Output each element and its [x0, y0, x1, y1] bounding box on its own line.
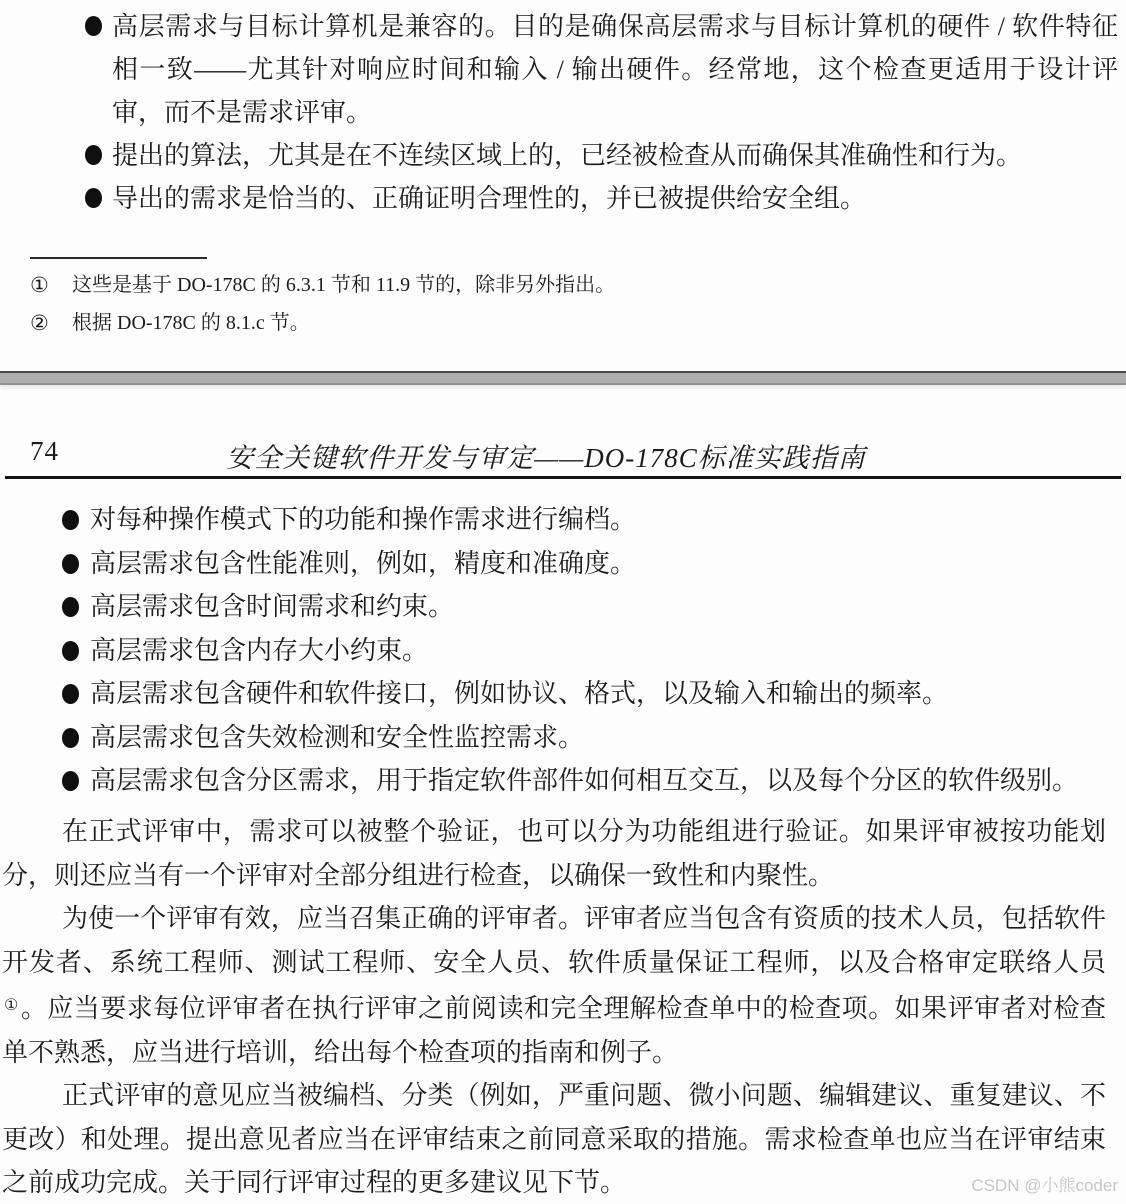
- footnote-text: 根据 DO-178C 的 8.1.c 节。: [72, 312, 310, 334]
- bullet-icon: [62, 728, 79, 748]
- bullet-text: 高层需求包含时间需求和约束。: [90, 592, 455, 621]
- page-divider: [0, 371, 1126, 385]
- footnote: [0, 304, 1106, 342]
- paragraph: [2, 897, 1106, 1074]
- bullet-item: [0, 177, 1118, 220]
- bullet-icon: [62, 684, 79, 704]
- bullet-icon: [62, 554, 79, 574]
- bullet-icon: [62, 771, 79, 791]
- body-text: [2, 810, 1106, 1204]
- paragraph: 在正式评审中，需求可以被整个验证，也可以分为功能组进行验证。如果评审被按功能划分，则还应当有一个评审对全部分组进行检查，以确保一致性和内聚性。: [2, 817, 1106, 890]
- bullet-icon: [62, 597, 79, 617]
- footnote-text: 这些是基于 DO-178C 的 6.3.1 节和 11.9 节的，除非另外指出。: [72, 274, 616, 296]
- header-rule: [5, 476, 1121, 479]
- watermark: CSDN @小熊coder: [971, 1176, 1118, 1195]
- bullet-item: [0, 5, 1118, 134]
- bullet-text: 高层需求包含性能准则，例如，精度和准确度。: [90, 548, 637, 578]
- paragraph-text: 为使一个评审有效，应当召集正确的评审者。评审者应当包含有资质的技术人员，包括软件开发者、系统工程师、测试工程师、安全人员、软件质量保证工程师，以及合格审定联络人员: [2, 904, 1106, 977]
- footnote-list: [0, 266, 1106, 342]
- bullet-text: 高层需求包含分区需求，用于指定软件部件如何相互交互，以及每个分区的软件级别。: [90, 766, 1079, 795]
- running-title: 安全关键软件开发与审定——DO-178C标准实践指南: [226, 443, 866, 473]
- footnote-ref: ①: [4, 997, 19, 1014]
- bullet-text: 高层需求包含内存大小约束。: [90, 635, 429, 665]
- paragraph: 正式评审的意见应当被编档、分类（例如，严重问题、微小问题、编辑建议、重复建议、不更改）和处理。提出意见者应当在评审结束之前同意采取的措施。需求检查单也应当在评审结束之前成功完成。关于同行评审过程的更多建议见下节。: [2, 1081, 1106, 1197]
- previous-page-bullet-list: [0, 5, 1118, 220]
- bullet-text: 提出的算法，尤其是在不连续区域上的，已经被检查从而确保其准确性和行为。: [112, 141, 1023, 170]
- bullet-icon: [85, 188, 102, 208]
- bullet-item: [0, 498, 1114, 542]
- bullet-icon: [85, 145, 102, 165]
- bullet-text: 导出的需求是恰当的、正确证明合理性的，并已被提供给安全组。: [112, 184, 867, 213]
- bullet-icon: [85, 16, 102, 36]
- bullet-list: [0, 498, 1114, 803]
- footnote-marker: ②: [30, 311, 49, 335]
- footnote-marker: ①: [30, 273, 49, 297]
- bullet-item: [0, 629, 1114, 673]
- page-number: 74: [30, 436, 59, 466]
- footnote-separator: [30, 257, 207, 259]
- bullet-item: [0, 542, 1114, 586]
- bullet-text: 高层需求包含硬件和软件接口，例如协议、格式，以及输入和输出的频率。: [90, 679, 949, 708]
- bullet-item: [0, 585, 1114, 629]
- bullet-item: [0, 672, 1114, 716]
- bullet-item: [0, 134, 1118, 177]
- bullet-text: 高层需求包含失效检测和安全性监控需求。: [90, 722, 585, 752]
- bullet-item: [0, 716, 1114, 760]
- bullet-text: 高层需求与目标计算机是兼容的。目的是确保高层需求与目标计算机的硬件 / 软件特征相一致——尤其针对响应时间和输入 / 输出硬件。经常地，这个检查更适用于设计评审，而不是需求评审。: [112, 12, 1118, 127]
- bullet-text: 对每种操作模式下的功能和操作需求进行编档。: [90, 505, 637, 534]
- bullet-icon: [62, 510, 79, 530]
- footnote: [0, 266, 1106, 304]
- bullet-icon: [62, 641, 79, 661]
- bullet-item: [0, 759, 1114, 803]
- paragraph-text: 。应当要求每位评审者在执行评审之前阅读和完全理解检查单中的检查项。如果评审者对检查单不熟悉，应当进行培训，给出每个检查项的指南和例子。: [2, 994, 1106, 1067]
